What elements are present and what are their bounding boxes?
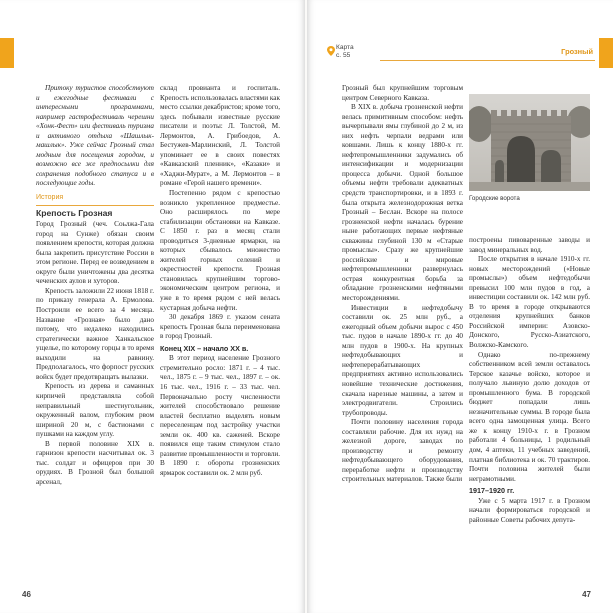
paragraph: склад провианта и госпиталь. Крепость использовалась властями как место ссылки декабристов; кроме того, здесь побывали известные русские писатели и поэты: Л. Толстой, М. Лермонтов, А. Грибоедов, А. Бестужев-Марлинский, Л. Толстой упоминает ее в своих повестях «Кавказский пленник», «Казаки» и «Хаджи-Мурат», а М. Лермонтов – в романе «Герой нашего времени». — [160, 84, 280, 188]
right-column-2 — [469, 236, 590, 525]
page-tab-left — [0, 38, 14, 68]
paragraph: Инвестиции в нефтедобычу составили ок. 25 млн руб., а ежегодный объем добычи вырос с 450 тыс. пудов в начале 1890-х гг. до 40 млн пудов в 1900-х. На крупных нефтедобывающих и нефтеперерабатывающих предприятиях активно использовались новейшие технические достижения, скачала нарезные машины, а затем и электродвигатели. Строились трубопроводы. — [342, 303, 463, 417]
paragraph: Однако по-прежнему собственником всей земли оставалось Терское казачье войско, которое и получало львиную долю доходов от промышленного бума. В городской бюджет попадали лишь незначительные суммы. В городе была всего одна замощенная улица. Всего же к концу 1910-х г. в Грозном работали 4 больницы, 1 родильный дом, 4 аптеки, 11 учебных заведений, платная библиотека и ок. 70 трактиров. Почти половина жителей были неграмотными. — [469, 350, 590, 483]
header-rule — [380, 60, 595, 61]
map-page: с. 55 — [336, 52, 351, 59]
left-column-2 — [160, 84, 280, 478]
page-number-left: 46 — [22, 590, 31, 599]
paragraph: Почти половину населения города составляли рабочие. Для их нужд на железной дороге, заводах по производству и ремонту нефтедобывающего оборудования, переработке нефти и производству строительных материалов. Также были — [342, 418, 463, 484]
subheading: Конец XIX – начало XX в. — [160, 343, 249, 353]
map-label: Карта — [336, 44, 354, 51]
map-reference[interactable] — [336, 44, 354, 60]
paragraph: Город Грозный (чеч. Соьлжа-Гала город на Сунже) обязан своим появлением крепости, которая должна была закрепить присутствие России в этом регионе. Перед ее возведением в округе были уничтожены два десятка чеченских аулов и хуторов. — [36, 220, 154, 286]
paragraph: 30 декабря 1869 г. указом сената крепость Грозная была переименована в город Грозный. — [160, 313, 280, 341]
paragraph: В XIX в. добыча грозненской нефти велась примитивным способом: нефть вычерпывали ямы глубиной до 2 м, из них нефть черпали ведрами или ковшами. Лишь к концу 1880-х гг. нефтепромышленники задумались об интенсификации и модернизации процесса добычи. Одной большое объемы нефти требовали адекватных средств транспортировки, и в 1893 г. была открыта железнодорожная ветка Грозный – Беслан. Вскоре на полосе грозненской нефти началась бурение ныне работающих первые нефтяные скважины глубиной 130 м «Старые промыслы». Сразу же крупнейшие российские и мировые нефтепромышленники развернулась острая конкурентная борьба за обладание грозненскими нефтяными месторождениями. — [342, 103, 463, 303]
intro-paragraph: Притоку туристов способствуют и ежегодные фестивали с интересными программами, например гастрофестиваль черешни «Хонк-Фест» или фестиваль туризма и активного отдыха «Шашлык-машлык». Уже сейчас Грозный стал модным для посещения городом, и возможно все же предпосылки для сохранения подобного статуса и в последующие годы. — [36, 84, 154, 188]
section-divider — [36, 205, 154, 206]
paragraph: Крепость из дерева и саманных кирпичей представляла собой неправильный шестиугольник, окруженный валом, глубоким рвом шириной 20 м, с бастионами с пушками на каждом углу. — [36, 382, 154, 439]
map-pin-icon — [327, 46, 335, 56]
paragraph: Уже с 5 марта 1917 г. в Грозном начали формироваться городской и районные Советы рабочих депута- — [469, 496, 590, 524]
paragraph: В первой половине XIX в. гарнизон крепости насчитывал ок. 3 тыс. солдат и офицеров при 30 орудиях. В Грозной был большой арсенал, — [36, 439, 154, 486]
left-column-1 — [36, 84, 154, 487]
right-column-1 — [342, 84, 463, 485]
paragraph: Крепость заложили 22 июня 1818 г. по приказу генерала А. Ермолова. Построили ее всего за 4 месяца. Название «Грозная» было дано потому, что недалеко находились стратегически важное Ханкальское ущелье, по которому горцы в то время выходили на равнину. Предполагалось, что форпост русских войск будет предотвращать вылазки. — [36, 286, 154, 381]
section-tag-history: История — [36, 194, 64, 202]
paragraph: построены пивоваренные заводы и завод минеральных вод. — [469, 236, 590, 254]
section-heading: Крепость Грозная — [36, 207, 113, 218]
photo-caption: Городские ворота — [469, 195, 520, 202]
city-gates-photo — [469, 94, 590, 191]
page-tab-right — [599, 38, 613, 68]
subheading: 1917–1920 гг. — [469, 486, 515, 496]
paragraph: Грозный был крупнейшим торговым центром Северного Кавказа. — [342, 84, 463, 102]
left-page — [0, 0, 305, 613]
gate-image — [469, 94, 590, 191]
page-number-right: 47 — [582, 590, 591, 599]
city-header: Грозный — [561, 47, 593, 56]
paragraph: После открытия в начале 1910-х гг. новых месторождений («Новые промыслы») объем нефтедобычи превысил 100 млн пудов в год, а инвестиции составили ок. 142 млн руб. В то время в городе открываются отделения крупнейших банков Российской империи: Азовско-Донского, Русско-Азиатского, Волжско-Камского. — [469, 255, 590, 350]
paragraph: В этот период население Грозного стремительно росло: 1871 г. – 4 тыс. чел., 1875 г. – 9 тыс. чел., 1897 г. – ок. 16 тыс. чел., 1916 г. – 33 тыс. чел. Первоначально росту численности жителей способствовало решение властей бесплатно выделять новым переселенцам под застройку участки земли ок. 400 кв. саженей. Вскоре появился еще таким стимулом стало развитие промышленности и торговли. В 1890 г. обороты грозненских ярмарок составили ок. 2 млн руб. — [160, 354, 280, 477]
paragraph: Постепенно рядом с крепостью возникло укрепленное предместье. Оно расширялось по мере стабилизации обстановки на Кавказе. С 1850 г. раз в месяц стали проводиться 3-дневные ярмарки, на которых сбывалось множество жителей горных селений и окрестностей крепости. Грозная становилась крупнейшим торгово-экономическим центром региона, и уже в то время рядом с ней велась кустарная добыча нефти. — [160, 189, 280, 312]
